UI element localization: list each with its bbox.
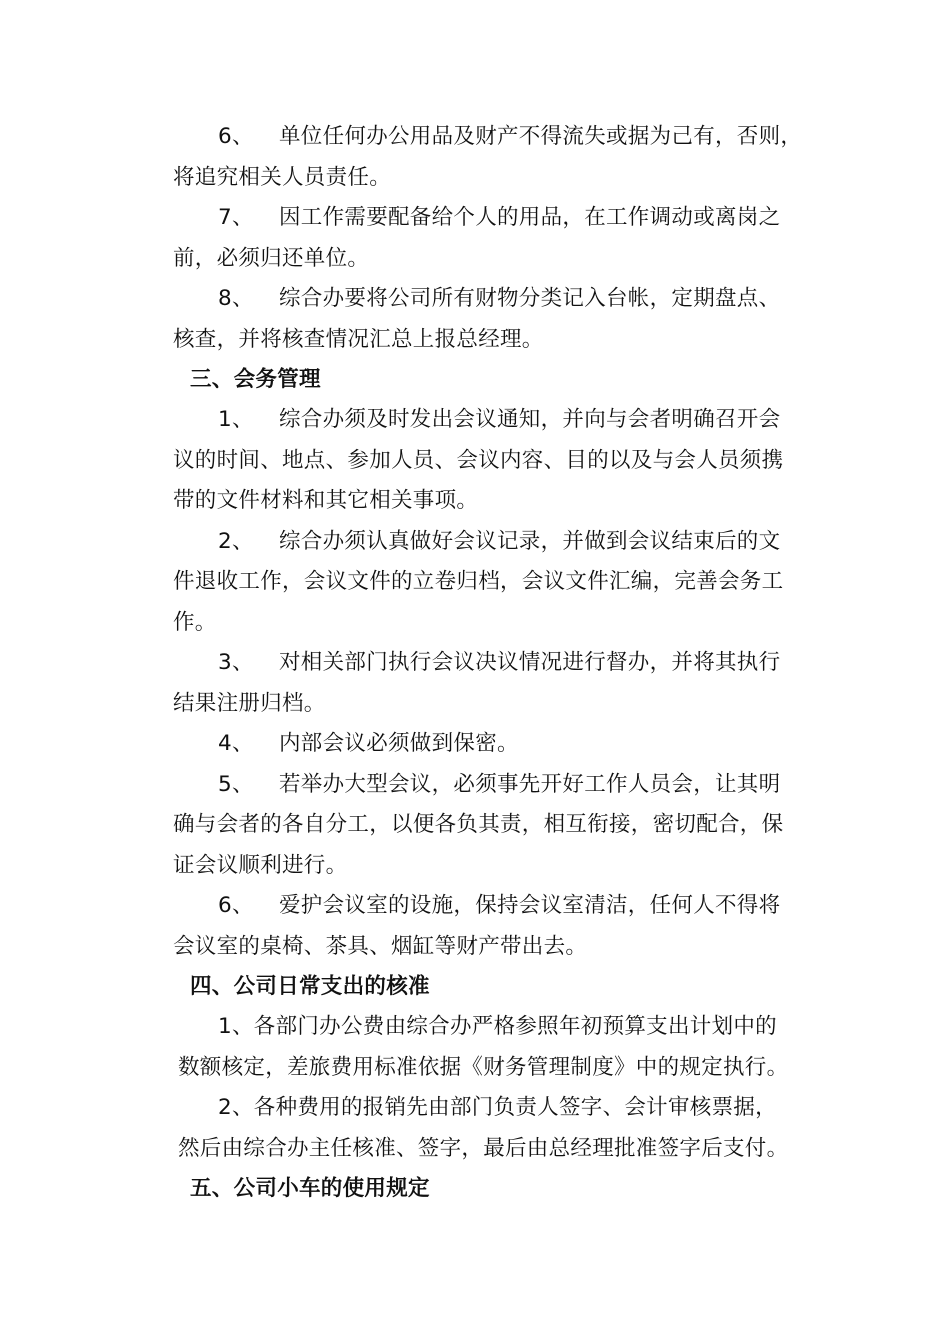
item-continuation: 带的文件材料和其它相关事项。 — [173, 488, 479, 513]
item-number: 4、 — [218, 731, 254, 756]
item-number: 6、 — [218, 124, 254, 149]
item-continuation: 核查，并将核查情况汇总上报总经理。 — [173, 327, 544, 352]
item-number: 2、 — [218, 529, 254, 554]
item-number: 3、 — [218, 650, 254, 675]
item-continuation: 前，必须归还单位。 — [173, 246, 370, 271]
item-text: 爱护会议室的设施，保持会议室清洁，任何人不得将 — [279, 893, 781, 918]
item-text: 若举办大型会议，必须事先开好工作人员会，让其明 — [279, 772, 781, 797]
item-continuation: 会议室的桌椅、茶具、烟缸等财产带出去。 — [173, 934, 588, 959]
item-text: 综合办须认真做好会议记录，并做到会议结束后的文 — [279, 529, 781, 554]
item-continuation: 作。 — [173, 610, 217, 635]
section-heading: 五、公司小车的使用规定 — [190, 1176, 430, 1201]
item-continuation: 结果注册归档。 — [173, 691, 326, 716]
item-line: 2、各种费用的报销先由部门负责人签字、会计审核票据， — [218, 1095, 777, 1120]
item-line: 1、各部门办公费由综合办严格参照年初预算支出计划中的 — [218, 1014, 777, 1039]
item-text: 单位任何办公用品及财产不得流失或据为己有，否则， — [279, 124, 803, 149]
item-number: 6、 — [218, 893, 254, 918]
item-text: 内部会议必须做到保密。 — [279, 731, 519, 756]
item-continuation: 件退收工作，会议文件的立卷归档，会议文件汇编，完善会务工 — [173, 569, 784, 594]
item-text: 综合办须及时发出会议通知，并向与会者明确召开会 — [279, 407, 781, 432]
item-number: 7、 — [218, 205, 254, 230]
item-continuation: 数额核定，差旅费用标准依据《财务管理制度》中的规定执行。 — [178, 1055, 789, 1080]
item-continuation: 确与会者的各自分工，以便各负其责，相互衔接，密切配合，保 — [173, 812, 784, 837]
item-continuation: 证会议顺利进行。 — [173, 853, 348, 878]
item-number: 8、 — [218, 286, 254, 311]
section-heading: 四、公司日常支出的核准 — [190, 974, 430, 999]
item-number: 5、 — [218, 772, 254, 797]
item-continuation: 然后由综合办主任核准、签字，最后由总经理批准签字后支付。 — [178, 1136, 789, 1161]
item-continuation: 将追究相关人员责任。 — [173, 165, 392, 190]
item-text: 综合办要将公司所有财物分类记入台帐，定期盘点、 — [279, 286, 781, 311]
section-heading: 三、会务管理 — [190, 367, 321, 392]
item-number: 1、 — [218, 407, 254, 432]
item-text: 因工作需要配备给个人的用品，在工作调动或离岗之 — [279, 205, 781, 230]
item-text: 对相关部门执行会议决议情况进行督办，并将其执行 — [279, 650, 781, 675]
item-continuation: 议的时间、地点、参加人员、会议内容、目的以及与会人员须携 — [173, 448, 784, 473]
